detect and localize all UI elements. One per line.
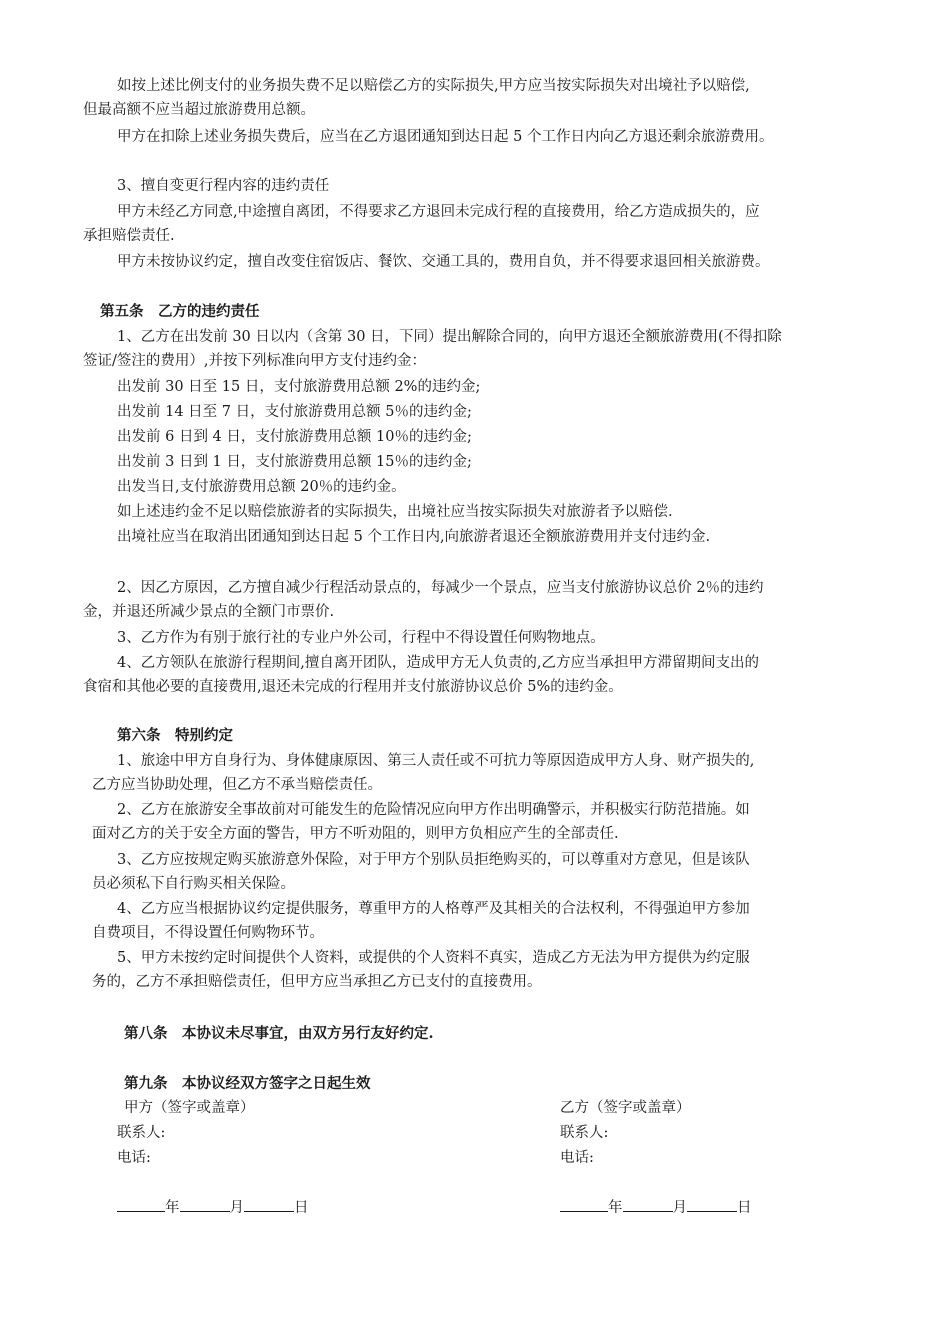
paragraph-line: 5、甲方未按约定时间提供个人资料，或提供的个人资料不真实，造成乙方无法为甲方提供为约定服 [117, 950, 750, 966]
paragraph-line: 面对乙方的关于安全方面的警告，甲方不听劝阻的，则甲方负相应产生的全部责任. [92, 826, 619, 842]
paragraph-line: 甲方未经乙方同意,中途擅自离团，不得要求乙方退回未完成行程的直接费用，给乙方造成损失的，应 [117, 204, 760, 220]
paragraph-line: 务的，乙方不承担赔偿责任，但甲方应当承担乙方已支付的直接费用。 [92, 974, 542, 990]
year-label: 年 [165, 1200, 180, 1216]
paragraph-line: 2、因乙方原因，乙方擅自减少行程活动景点的，每减少一个景点，应当支付旅游协议总价 2％的违约 [117, 580, 764, 596]
paragraph-line: 1、旅途中甲方自身行为、身体健康原因、第三人责任或不可抗力等原因造成甲方人身、财产损失的, [117, 753, 755, 769]
paragraph-line: 1、乙方在出发前 30 日以内（含第 30 日，下同）提出解除合同的，向甲方退还全额旅游费用(不得扣除 [117, 329, 782, 345]
day-label: 日 [737, 1200, 752, 1216]
paragraph-line: 4、乙方应当根据协议约定提供服务，尊重甲方的人格尊严及其相关的合法权利，不得强迫甲方参加 [117, 901, 750, 917]
year-label: 年 [608, 1200, 623, 1216]
party-b-contact-label: 联系人: [560, 1125, 609, 1141]
article-6-title: 第六条 特别约定 [117, 727, 233, 744]
paragraph-line: 甲方未按协议约定，擅自改变住宿饭店、餐饮、交通工具的，费用自负，并不得要求退回相关旅游费。 [117, 254, 770, 270]
day-label: 日 [294, 1200, 309, 1216]
paragraph-line: 如按上述比例支付的业务损失费不足以赔偿乙方的实际损失,甲方应当按实际损失对出境社予以赔偿, [117, 78, 750, 94]
day-blank [687, 1195, 737, 1212]
paragraph-line: 2、乙方在旅游安全事故前对可能发生的危险情况应向甲方作出明确警示，并积极实行防范措施。如 [117, 802, 750, 818]
paragraph-line: 自费项目，不得设置任何购物环节。 [92, 925, 324, 941]
paragraph-line: 承担赔偿责任. [83, 228, 175, 244]
party-a-contact-label: 联系人: [117, 1125, 166, 1141]
paragraph-line: 但最高额不应当超过旅游费用总额。 [83, 102, 315, 118]
paragraph-line: 4、乙方领队在旅游行程期间,擅自离开团队，造成甲方无人负责的,乙方应当承担甲方滞留期间支出的 [117, 655, 759, 671]
year-blank [117, 1195, 165, 1212]
paragraph-line: 3、乙方作为有别于旅行社的专业户外公司，行程中不得设置任何购物地点。 [117, 630, 605, 646]
penalty-rule: 出发前 30 日至 15 日，支付旅游费用总额 2%的违约金; [117, 379, 481, 395]
month-blank [623, 1195, 673, 1212]
paragraph-line: 乙方应当协助处理，但乙方不承当赔偿责任。 [92, 777, 382, 793]
party-b-phone-label: 电话: [560, 1150, 594, 1166]
paragraph-line: 出境社应当在取消出团通知到达日起 5 个工作日内,向旅游者退还全额旅游费用并支付违约金. [117, 529, 711, 545]
month-label: 月 [672, 1200, 687, 1216]
article-5-title: 第五条 乙方的违约责任 [100, 303, 260, 320]
party-b-signature-label: 乙方（签字或盖章） [560, 1100, 691, 1116]
paragraph-line: 3、乙方应按规定购买旅游意外保险，对于甲方个别队员拒绝购买的，可以尊重对方意见，但是该队 [117, 852, 750, 868]
clause-heading: 3、擅自变更行程内容的违约责任 [117, 178, 330, 194]
party-a-phone-label: 电话: [117, 1150, 151, 1166]
paragraph-line: 甲方在扣除上述业务损失费后，应当在乙方退团通知到达日起 5 个工作日内向乙方退还剩余旅游费用。 [117, 129, 774, 145]
paragraph-line: 员必须私下自行购买相关保险。 [92, 876, 295, 892]
party-b-date-line [560, 1195, 752, 1220]
article-8-title: 第八条 本协议未尽事宜，由双方另行友好约定. [124, 1025, 434, 1042]
penalty-rule: 出发前 3 日到 1 日，支付旅游费用总额 15％的违约金; [117, 454, 472, 470]
penalty-rule: 出发前 6 日到 4 日，支付旅游费用总额 10％的违约金; [117, 429, 472, 445]
month-label: 月 [229, 1200, 244, 1216]
party-a-date-line [117, 1195, 309, 1220]
month-blank [180, 1195, 230, 1212]
year-blank [560, 1195, 608, 1212]
penalty-rule: 出发前 14 日至 7 日，支付旅游费用总额 5％的违约金; [117, 404, 472, 420]
paragraph-line: 食宿和其他必要的直接费用,退还未完成的行程用并支付旅游协议总价 5%的违约金。 [83, 679, 623, 695]
paragraph-line: 签证/签注的费用）,并按下列标准向甲方支付违约金： [83, 353, 426, 369]
article-9-title: 第九条 本协议经双方签字之日起生效 [124, 1075, 371, 1092]
paragraph-line: 如上述违约金不足以赔偿旅游者的实际损失，出境社应当按实际损失对旅游者予以赔偿. [117, 504, 673, 520]
penalty-rule: 出发当日,支付旅游费用总额 20％的违约金。 [117, 479, 406, 495]
day-blank [244, 1195, 294, 1212]
paragraph-line: 金，并退还所减少景点的全额门市票价. [83, 604, 335, 620]
party-a-signature-label: 甲方（签字或盖章） [124, 1100, 255, 1116]
